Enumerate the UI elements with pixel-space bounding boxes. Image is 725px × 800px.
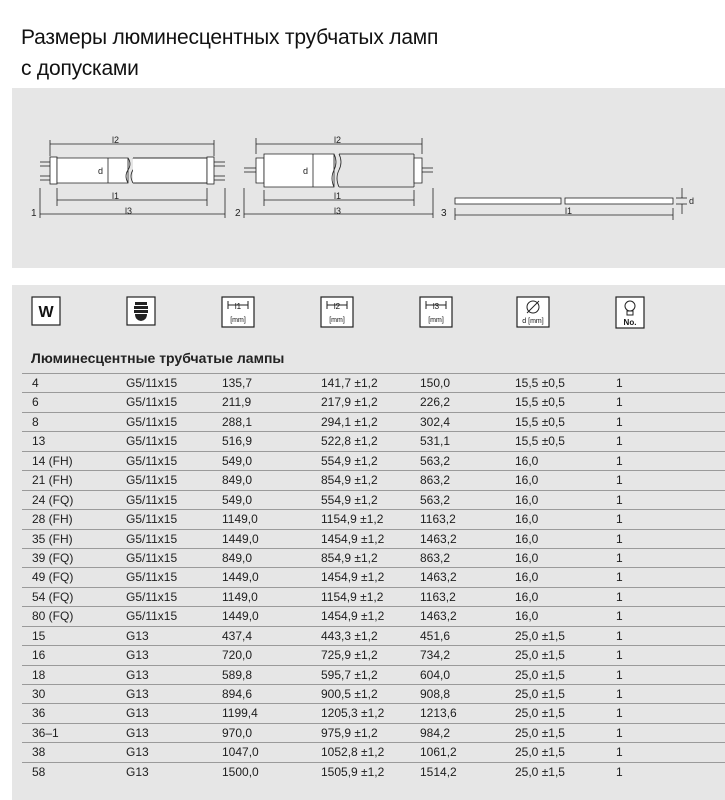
diameter-cell: 16,0 xyxy=(515,512,539,527)
table-row xyxy=(22,470,725,489)
l3-cell: 1463,2 xyxy=(420,570,457,585)
diagram-3-label-l1: l1 xyxy=(565,206,573,216)
l3-cell: 734,2 xyxy=(420,648,451,663)
wattage-cell: 14 (FH) xyxy=(32,453,73,468)
diagram-number-cell: 1 xyxy=(616,395,623,410)
l1-cell: 516,9 xyxy=(222,434,253,449)
diameter-cell: 15,5 ±0,5 xyxy=(515,395,565,410)
l3-cell: 1514,2 xyxy=(420,764,457,779)
watt-header-label: W xyxy=(38,304,54,321)
l2-cell: 554,9 ±1,2 xyxy=(321,492,378,507)
base-cell: G13 xyxy=(126,764,149,779)
l1-cell: 1199,4 xyxy=(222,706,258,721)
l2-cell: 1154,9 ±1,2 xyxy=(321,589,384,604)
l1-cell: 1047,0 xyxy=(222,745,259,760)
base-cell: G5/11x15 xyxy=(126,570,178,585)
l2-cell: 1454,9 ±1,2 xyxy=(321,609,385,624)
diagram-number-cell: 1 xyxy=(616,434,623,449)
diameter-cell: 16,0 xyxy=(515,453,539,468)
l3-header-unit: [mm] xyxy=(428,317,444,324)
base-cell: G13 xyxy=(126,706,149,721)
base-cell: G5/11x15 xyxy=(126,473,178,488)
base-cell: G5/11x15 xyxy=(126,550,178,565)
l1-cell: 1449,0 xyxy=(222,570,259,585)
wattage-cell: 39 (FQ) xyxy=(32,550,74,565)
wattage-cell: 16 xyxy=(32,648,46,663)
l1-cell: 849,0 xyxy=(222,550,253,565)
l2-cell: 725,9 ±1,2 xyxy=(321,648,378,663)
wattage-cell: 36–1 xyxy=(32,725,59,740)
wattage-cell: 15 xyxy=(32,628,46,643)
table-row xyxy=(22,490,725,509)
wattage-cell: 54 (FQ) xyxy=(32,589,74,604)
table-row xyxy=(22,509,725,528)
wattage-cell: 6 xyxy=(32,395,39,410)
l1-cell: 849,0 xyxy=(222,473,253,488)
diagram-number-cell: 1 xyxy=(616,492,623,507)
l1-cell: 549,0 xyxy=(222,492,253,507)
l3-cell: 908,8 xyxy=(420,687,451,701)
l2-cell: 522,8 ±1,2 xyxy=(321,434,378,449)
table-row xyxy=(22,548,725,567)
l3-cell: 451,6 xyxy=(420,628,451,643)
l1-cell: 135,7 xyxy=(222,376,253,390)
l1-cell: 720,0 xyxy=(222,648,253,663)
l1-header-label: l1 xyxy=(234,302,242,311)
l3-cell: 984,2 xyxy=(420,725,451,740)
table-row xyxy=(22,392,725,411)
diagram-number-cell: 1 xyxy=(616,531,623,546)
l1-cell: 589,8 xyxy=(222,667,253,682)
l3-cell: 863,2 xyxy=(420,550,451,565)
l3-cell: 302,4 xyxy=(420,414,451,429)
l3-cell: 1463,2 xyxy=(420,609,457,624)
diagram-1-number: 1 xyxy=(31,208,37,219)
base-cell: G5/11x15 xyxy=(126,376,178,390)
l1-cell: 288,1 xyxy=(222,414,253,429)
diameter-cell: 25,0 ±1,5 xyxy=(515,745,565,760)
page-title-line-1: Размеры люминесцентных трубчатых ламп xyxy=(21,26,439,49)
l3-cell: 531,1 xyxy=(420,434,451,449)
diagram-number-cell: 1 xyxy=(616,687,623,701)
table-row xyxy=(22,762,725,781)
diagram-1-label-d: d xyxy=(98,166,104,176)
diameter-cell: 16,0 xyxy=(515,570,539,585)
page-title-line-2: с допусками xyxy=(21,57,139,80)
base-cell: G5/11x15 xyxy=(126,453,178,468)
l2-cell: 595,7 ±1,2 xyxy=(321,667,378,682)
base-cell: G13 xyxy=(126,687,149,701)
table-row xyxy=(22,665,725,684)
l2-cell: 900,5 ±1,2 xyxy=(321,687,378,701)
l2-cell: 854,9 ±1,2 xyxy=(321,550,378,565)
base-cell: G13 xyxy=(126,648,149,663)
diameter-cell: 25,0 ±1,5 xyxy=(515,648,565,663)
diagram-number-cell: 1 xyxy=(616,512,623,527)
l1-cell: 894,6 xyxy=(222,687,253,701)
l2-cell: 141,7 ±1,2 xyxy=(321,376,378,390)
l2-cell: 975,9 ±1,2 xyxy=(321,725,378,740)
l2-cell: 1454,9 ±1,2 xyxy=(321,531,385,546)
l2-header-unit: [mm] xyxy=(329,317,345,324)
diameter-cell: 15,5 ±0,5 xyxy=(515,414,565,429)
wattage-cell: 4 xyxy=(32,376,39,390)
l2-header-icon xyxy=(320,296,354,328)
wattage-cell: 8 xyxy=(32,414,39,429)
wattage-cell: 36 xyxy=(32,706,46,721)
l1-cell: 437,4 xyxy=(222,628,253,643)
table-row xyxy=(22,742,725,761)
diameter-cell: 16,0 xyxy=(515,550,539,565)
l2-cell: 1205,3 ±1,2 xyxy=(321,706,385,721)
l1-cell: 1449,0 xyxy=(222,609,259,624)
diagram-number-cell: 1 xyxy=(616,706,623,721)
diameter-cell: 25,0 ±1,5 xyxy=(515,687,565,701)
base-cell: G5/11x15 xyxy=(126,395,178,410)
l1-cell: 549,0 xyxy=(222,453,253,468)
diameter-cell: 25,0 ±1,5 xyxy=(515,764,565,779)
table-row xyxy=(22,373,725,392)
diagram-1-label-l3: l3 xyxy=(125,206,133,216)
l3-cell: 1163,2 xyxy=(420,512,456,527)
l1-cell: 1149,0 xyxy=(222,589,258,604)
diameter-cell: 16,0 xyxy=(515,531,539,546)
l1-header-icon xyxy=(221,296,255,328)
base-cell: G5/11x15 xyxy=(126,434,178,449)
diagram-number-cell: 1 xyxy=(616,473,623,488)
diameter-cell: 25,0 ±1,5 xyxy=(515,725,565,740)
base-cell: G5/11x15 xyxy=(126,531,178,546)
table-row xyxy=(22,567,725,586)
diameter-header-icon xyxy=(516,296,550,328)
diagram-2-label-l3: l3 xyxy=(334,206,342,216)
l2-header-label: l2 xyxy=(333,302,341,311)
l3-cell: 1163,2 xyxy=(420,589,456,604)
base-cell: G5/11x15 xyxy=(126,414,178,429)
diagram-number-cell: 1 xyxy=(616,725,623,740)
diameter-cell: 15,5 ±0,5 xyxy=(515,376,565,390)
diagram-number-cell: 1 xyxy=(616,376,623,390)
diameter-cell: 16,0 xyxy=(515,492,539,507)
diameter-cell: 25,0 ±1,5 xyxy=(515,628,565,643)
l3-cell: 604,0 xyxy=(420,667,451,682)
diagram-number-cell: 1 xyxy=(616,570,623,585)
l2-cell: 217,9 ±1,2 xyxy=(321,395,378,410)
dimension-diagrams-panel xyxy=(12,88,725,268)
l3-cell: 150,0 xyxy=(420,376,451,390)
l3-cell: 563,2 xyxy=(420,453,451,468)
table-row xyxy=(22,684,725,703)
diameter-cell: 16,0 xyxy=(515,609,539,624)
l2-cell: 1505,9 ±1,2 xyxy=(321,764,385,779)
l3-header-label: l3 xyxy=(432,302,440,311)
table-row xyxy=(22,529,725,548)
diagram-1-label-l2: l2 xyxy=(112,135,120,145)
l3-cell: 1213,6 xyxy=(420,706,457,721)
wattage-cell: 28 (FH) xyxy=(32,512,73,527)
diameter-header-unit: d [mm] xyxy=(522,318,544,325)
l2-cell: 1154,9 ±1,2 xyxy=(321,512,384,527)
base-cell: G13 xyxy=(126,667,149,682)
diagram-2-label-l1: l1 xyxy=(334,191,342,201)
table-row xyxy=(22,587,725,606)
base-cell: G13 xyxy=(126,725,149,740)
base-cell: G5/11x15 xyxy=(126,589,178,604)
table-row xyxy=(22,431,725,450)
l3-cell: 226,2 xyxy=(420,395,451,410)
l1-cell: 1500,0 xyxy=(222,764,259,779)
lamp-base-icon xyxy=(126,296,156,326)
l2-cell: 1052,8 ±1,2 xyxy=(321,745,385,760)
wattage-cell: 21 (FH) xyxy=(32,473,73,488)
diagram-1-label-l1: l1 xyxy=(112,191,120,201)
page-title xyxy=(21,22,701,84)
diagram-2-label-d: d xyxy=(303,166,309,176)
diagram-number-cell: 1 xyxy=(616,745,623,760)
diagram-2-number: 2 xyxy=(235,208,241,219)
l3-cell: 1463,2 xyxy=(420,531,457,546)
diagram-number-header-label: No. xyxy=(623,318,637,327)
l1-cell: 1149,0 xyxy=(222,512,258,527)
diagram-number-cell: 1 xyxy=(616,453,623,468)
wattage-cell: 35 (FH) xyxy=(32,531,73,546)
diagram-number-cell: 1 xyxy=(616,628,623,643)
section-heading: Люминесцентные трубчатые лампы xyxy=(31,350,285,366)
diameter-cell: 16,0 xyxy=(515,589,539,604)
wattage-cell: 38 xyxy=(32,745,46,760)
base-cell: G5/11x15 xyxy=(126,609,178,624)
l1-cell: 970,0 xyxy=(222,725,253,740)
diagram-number-cell: 1 xyxy=(616,764,623,779)
diagram-number-cell: 1 xyxy=(616,550,623,565)
table-row xyxy=(22,451,725,470)
diameter-cell: 15,5 ±0,5 xyxy=(515,434,565,449)
diagram-1-lamp-tube xyxy=(40,140,225,218)
diagram-number-cell: 1 xyxy=(616,609,623,624)
l3-cell: 1061,2 xyxy=(420,745,457,760)
diameter-cell: 25,0 ±1,5 xyxy=(515,667,565,682)
table-row xyxy=(22,606,725,625)
wattage-cell: 80 (FQ) xyxy=(32,609,74,624)
diagram-number-header-icon xyxy=(615,296,645,329)
l2-cell: 1454,9 ±1,2 xyxy=(321,570,385,585)
l1-cell: 211,9 xyxy=(222,395,252,410)
l2-cell: 554,9 ±1,2 xyxy=(321,453,378,468)
diagram-number-cell: 1 xyxy=(616,667,623,682)
table-row xyxy=(22,645,725,664)
l3-cell: 563,2 xyxy=(420,492,451,507)
l2-cell: 294,1 ±1,2 xyxy=(321,414,378,429)
dimension-diagrams xyxy=(12,88,725,268)
l1-header-unit: [mm] xyxy=(230,317,246,324)
l3-header-icon xyxy=(419,296,453,328)
diagram-number-cell: 1 xyxy=(616,414,623,429)
base-cell: G5/11x15 xyxy=(126,512,178,527)
watt-header-icon xyxy=(31,296,61,326)
diameter-cell: 25,0 ±1,5 xyxy=(515,706,565,721)
diagram-2-label-l2: l2 xyxy=(334,135,342,145)
diameter-cell: 16,0 xyxy=(515,473,539,488)
wattage-cell: 49 (FQ) xyxy=(32,570,74,585)
table-row xyxy=(22,723,725,742)
wattage-cell: 30 xyxy=(32,687,46,701)
diagram-number-cell: 1 xyxy=(616,648,623,663)
wattage-cell: 24 (FQ) xyxy=(32,492,74,507)
l1-cell: 1449,0 xyxy=(222,531,259,546)
base-cell: G13 xyxy=(126,628,149,643)
base-cell: G13 xyxy=(126,745,149,760)
l2-cell: 443,3 ±1,2 xyxy=(321,628,378,643)
diagram-number-cell: 1 xyxy=(616,589,623,604)
base-cell: G5/11x15 xyxy=(126,492,178,507)
diagram-3-label-d: d xyxy=(689,196,695,206)
wattage-cell: 58 xyxy=(32,764,46,779)
l2-cell: 854,9 ±1,2 xyxy=(321,473,378,488)
wattage-cell: 13 xyxy=(32,434,46,449)
table-row xyxy=(22,703,725,722)
table-row xyxy=(22,412,725,431)
lamp-table-body xyxy=(22,373,725,781)
wattage-cell: 18 xyxy=(32,667,46,682)
diagram-3-number: 3 xyxy=(441,208,447,219)
l3-cell: 863,2 xyxy=(420,473,451,488)
table-row xyxy=(22,626,725,645)
